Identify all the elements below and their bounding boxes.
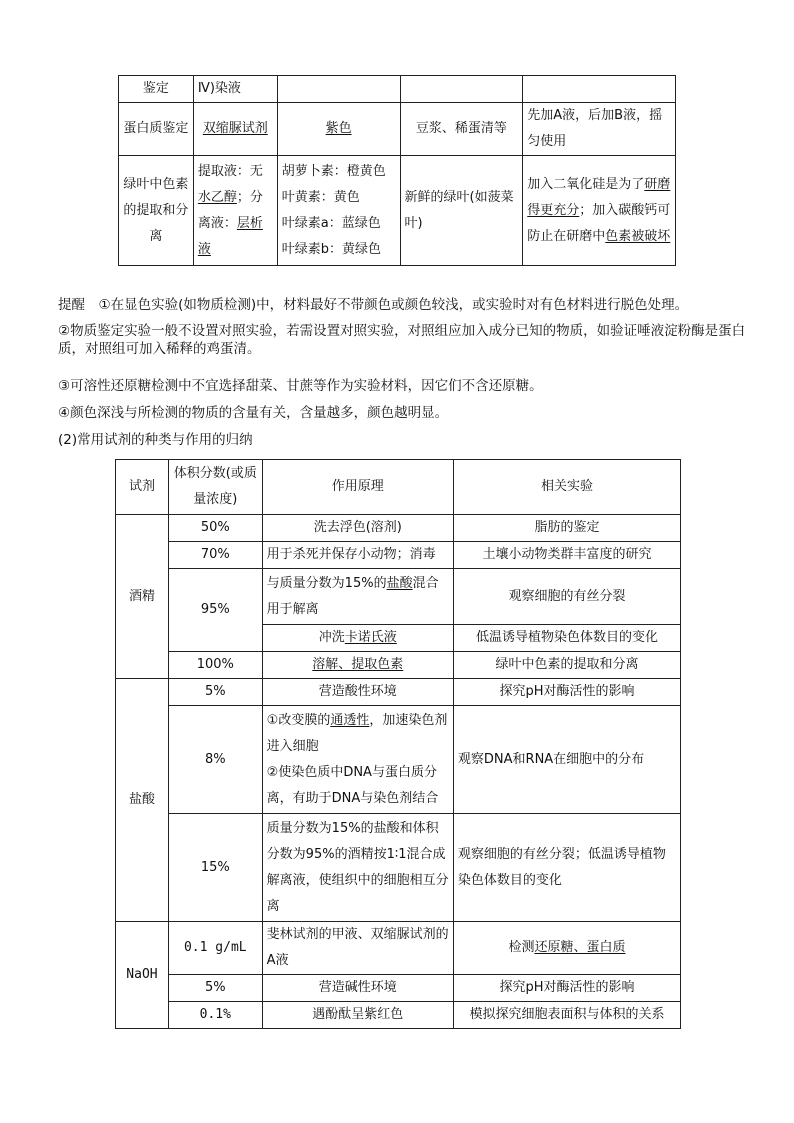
table-row	[116, 975, 681, 1002]
table-cell: 豆浆、稀蛋清等	[400, 103, 523, 156]
table-row	[116, 814, 681, 922]
table-cell: 蛋白质鉴定	[119, 103, 194, 156]
experiment-cell: 观察DNA和RNA在细胞中的分布	[453, 706, 680, 814]
concentration-cell: 0.1%	[168, 1002, 262, 1029]
table-row	[116, 542, 681, 569]
note-3: ③可溶性还原糖检测中不宜选择甜菜、甘蔗等作为实验材料，因它们不含还原糖。	[58, 378, 543, 394]
cell-text: 冲洗	[318, 630, 345, 645]
principle-cell	[262, 706, 453, 814]
cell-text: ①改变膜的	[266, 712, 331, 728]
table-cell	[277, 76, 400, 103]
table-row	[116, 1002, 681, 1029]
table-cell	[193, 156, 277, 266]
cell-text: 提取液：无	[197, 163, 263, 179]
header-cell: 作用原理	[262, 460, 453, 515]
table-header-row	[116, 460, 681, 515]
table-cell	[523, 76, 676, 103]
table-cell: 先加A液，后加B液，摇匀使用	[523, 103, 676, 156]
concentration-cell: 8%	[168, 706, 262, 814]
header-cell: 相关实验	[453, 460, 680, 515]
principle-cell: 斐林试剂的甲液、双缩脲试剂的A液	[262, 922, 453, 975]
principle-cell: 遇酚酞呈紫红色	[262, 1002, 453, 1029]
cell-text-underlined: 水乙醇	[197, 189, 237, 205]
concentration-cell: 0.1 g/mL	[168, 922, 262, 975]
experiment-cell: 脂肪的鉴定	[453, 515, 680, 542]
table-row	[119, 103, 676, 156]
table-cell: 双缩脲试剂	[193, 103, 277, 156]
principle-cell: 溶解、提取色素	[262, 652, 453, 679]
table-row	[116, 569, 681, 625]
table-cell: 新鲜的绿叶(如菠菜叶)	[400, 156, 523, 266]
cell-text-underlined: 研磨得更充分	[527, 176, 671, 218]
cell-text-underlined: 卡诺氏液	[344, 630, 397, 645]
experiment-cell: 探究pH对酶活性的影响	[453, 679, 680, 706]
cell-text: 混合用于解离	[266, 575, 439, 617]
experiment-cell: 模拟探究细胞表面积与体积的关系	[453, 1002, 680, 1029]
cell-line: 胡萝卜素：橙黄色	[281, 163, 386, 179]
cell-line: 叶绿素b：黄绿色	[281, 241, 381, 257]
cell-line: 叶绿素a：蓝绿色	[281, 215, 381, 231]
table-cell: 紫色	[277, 103, 400, 156]
table-row	[119, 76, 676, 103]
common-reagents-table	[115, 459, 681, 1029]
table-row	[119, 156, 676, 266]
table-row	[116, 922, 681, 975]
note-2: ②物质鉴定实验一般不设置对照实验，若需设置对照实验，对照组应加入成分已知的物质，如验证唾液淀粉酶是蛋白质，对照组可加入稀释的鸡蛋清。	[58, 323, 746, 357]
reagent-name-cell: 酒精	[116, 515, 169, 679]
cell-text-underlined: 通透性	[330, 712, 370, 728]
table-row	[116, 515, 681, 542]
table-cell	[400, 76, 523, 103]
experiment-cell: 观察细胞的有丝分裂；低温诱导植物染色体数目的变化	[453, 814, 680, 922]
table-row	[116, 652, 681, 679]
concentration-cell: 95%	[168, 569, 262, 652]
table-cell	[277, 156, 400, 266]
cell-text-underlined: 层析液	[197, 215, 263, 257]
header-cell: 体积分数(或质量浓度)	[168, 460, 262, 515]
cell-line: 叶黄素：黄色	[281, 189, 360, 205]
cell-text-underlined: 盐酸	[386, 575, 413, 591]
principle-cell: 洗去浮色(溶剂)	[262, 515, 453, 542]
experiment-cell: 观察细胞的有丝分裂	[453, 569, 680, 625]
cell-text: ；	[236, 189, 250, 205]
concentration-cell: 70%	[168, 542, 262, 569]
note-4: ④颜色深浅与所检测的物质的含量有关，含量越多，颜色越明显。	[58, 405, 449, 421]
cell-text: 加入二氧化硅是为了	[527, 176, 645, 192]
section-heading: (2)常用试剂的种类与作用的归纳	[58, 432, 253, 448]
table-cell	[523, 156, 676, 266]
experiment-cell	[453, 922, 680, 975]
table-cell: 鉴定	[119, 76, 194, 103]
cell-text: ②使染色质中DNA与蛋白质分离，有助于DNA与染色剂结合	[266, 764, 439, 806]
principle-cell: 质量分数为15%的盐酸和体积分数为95%的酒精按1∶1混合成解离液，使组织中的细胞相互分离	[262, 814, 453, 922]
concentration-cell: 50%	[168, 515, 262, 542]
cell-text: 与质量分数为15%的	[266, 575, 387, 591]
cell-text-underlined: 还原糖、蛋白质	[534, 940, 626, 955]
concentration-cell: 15%	[168, 814, 262, 922]
concentration-cell: 5%	[168, 679, 262, 706]
table-cell: 绿叶中色素的提取和分离	[119, 156, 194, 266]
concentration-cell: 100%	[168, 652, 262, 679]
experiment-cell: 探究pH对酶活性的影响	[453, 975, 680, 1002]
cell-text: ；加入碳酸钙可防止在研磨中	[527, 202, 671, 244]
cell-text: ，加速染色剂进入细胞	[266, 712, 448, 754]
principle-cell: 营造碱性环境	[262, 975, 453, 1002]
table-row	[116, 706, 681, 814]
concentration-cell: 5%	[168, 975, 262, 1002]
reagent-name-cell: NaOH	[116, 922, 169, 1029]
table-row	[116, 679, 681, 706]
principle-cell: 用于杀死并保存小动物；消毒	[262, 542, 453, 569]
principle-cell	[262, 625, 453, 652]
reagent-name-cell: 盐酸	[116, 679, 169, 922]
experiment-cell: 低温诱导植物染色体数目的变化	[453, 625, 680, 652]
cell-text: 分离液：	[197, 189, 263, 231]
reagent-detection-table	[118, 75, 676, 266]
experiment-cell: 土壤小动物类群丰富度的研究	[453, 542, 680, 569]
note-1: 提醒 ①在显色实验(如物质检测)中，材料最好不带颜色或颜色较浅，或实验时对有色材料进行脱色处理。	[58, 297, 689, 313]
table-cell: Ⅳ)染液	[193, 76, 277, 103]
cell-text: 检测	[508, 940, 535, 955]
experiment-cell: 绿叶中色素的提取和分离	[453, 652, 680, 679]
principle-cell: 营造酸性环境	[262, 679, 453, 706]
cell-text-underlined: 色素被破坏	[605, 228, 671, 244]
header-cell: 试剂	[116, 460, 169, 515]
principle-cell	[262, 569, 453, 625]
